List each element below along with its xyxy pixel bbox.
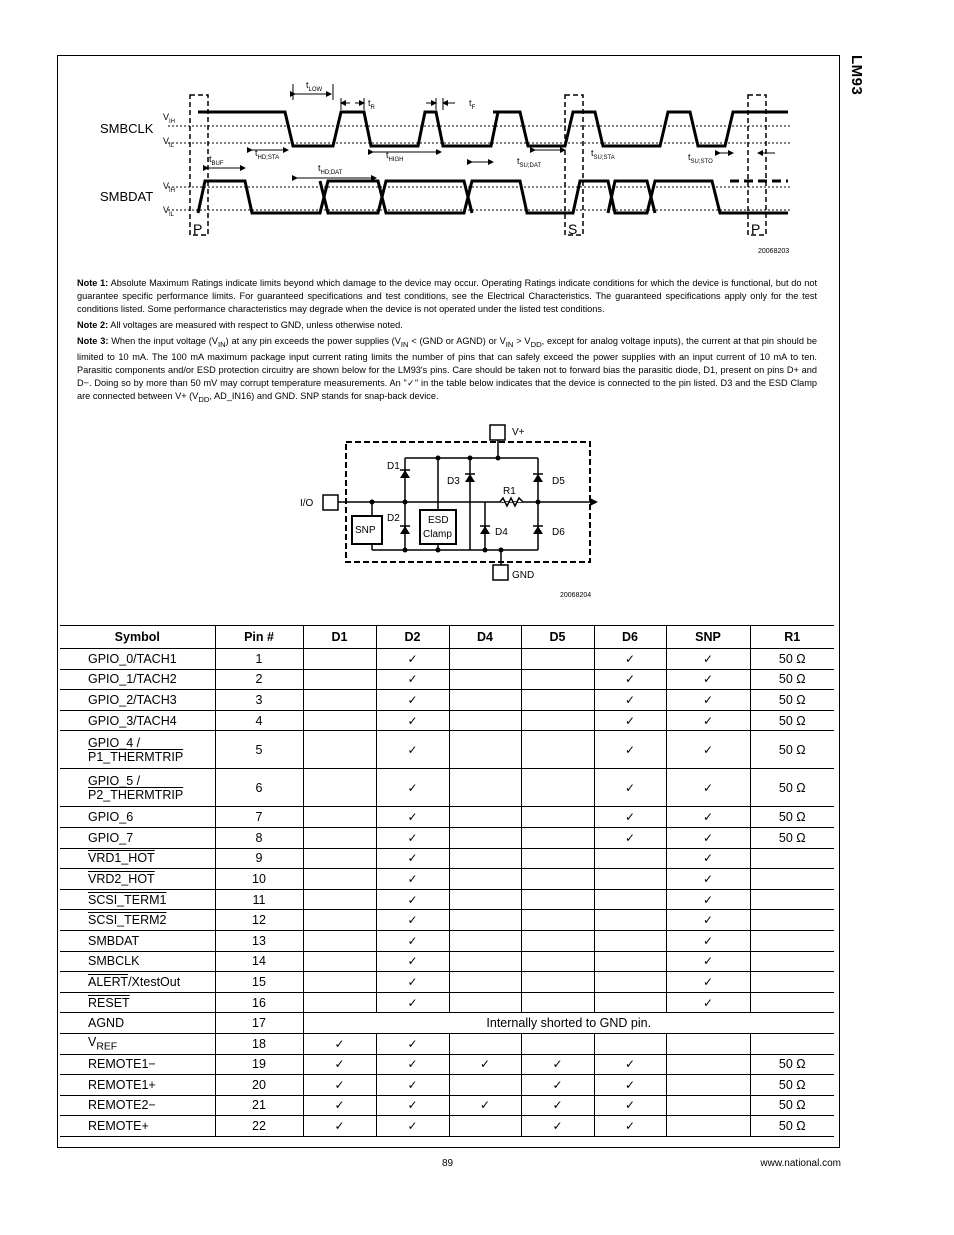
svg-text:VIH: $V_{IH}$	[163, 181, 176, 194]
svg-text:GND: GND	[512, 570, 535, 581]
symbol-cell: SMBDAT	[60, 930, 215, 951]
d1-cell	[303, 972, 376, 993]
d1-cell	[303, 889, 376, 910]
symbol-cell: VRD2_HOT	[60, 869, 215, 890]
symbol-cell: REMOTE2−	[60, 1095, 215, 1116]
pin-cell: 1	[215, 649, 303, 670]
r1-cell	[750, 992, 834, 1013]
svg-text:Clamp: Clamp	[423, 529, 452, 540]
table-row	[60, 869, 834, 890]
smbclk-waveform	[198, 112, 788, 146]
snp-cell: ✓	[666, 769, 750, 807]
column-header: SNP	[666, 626, 750, 649]
pin-cell: 14	[215, 951, 303, 972]
note-3: Note 3: When the input voltage $(V_{IN})$ at any pin exceeds the power supplies ($V_{IN} < (GND$ or AGND) or $V_{IN} > V_{DD}$, except for analog voltage inputs), the current at that pin should be limited to 10 mA. The 100 mA maximum package input current rating limits the number of pins that can safely exceed the power supplies with an input current of 10 mA to ten. Parasitic components and/or ESD protection circuitry are shown below for the LM93's pins. Care should be taken not to forward bias the parasitic diode, D1, present on pins D+ and D−. Doing so by more than 50 mV may corrupt temperature measurements. An "✓" in the table below indicates that the device is connected to the pin listed. D3 and the ESD Clamp are connected between $V+ (V_{DD}$, AD_IN16) and GND. SNP stands for snap-back device.	[77, 336, 817, 404]
pin-cell: 7	[215, 807, 303, 828]
footer-url: www.national.com	[760, 1158, 841, 1169]
r1-cell	[750, 889, 834, 910]
pin-cell: 2	[215, 669, 303, 690]
symbol-cell: REMOTE1+	[60, 1075, 215, 1096]
d1-cell: ✓	[303, 1116, 376, 1137]
symbol-cell: REMOTE1−	[60, 1054, 215, 1075]
note-cell: Internally shorted to GND pin.	[303, 1013, 834, 1034]
d5-cell	[521, 807, 594, 828]
d2-cell: ✓	[376, 1033, 449, 1054]
d5-cell	[521, 827, 594, 848]
d1-cell	[303, 690, 376, 711]
pin-cell: 4	[215, 710, 303, 731]
pin-cell: 11	[215, 889, 303, 910]
pin-cell: 6	[215, 769, 303, 807]
d4-cell	[449, 1075, 521, 1096]
symbol-cell: GPIO_5 / P2_THERMTRIP	[60, 769, 215, 807]
snp-cell	[666, 1095, 750, 1116]
svg-text:D2: D2	[387, 513, 400, 524]
d1-cell: ✓	[303, 1075, 376, 1096]
d2-cell: ✓	[376, 972, 449, 993]
svg-text:ESD: ESD	[428, 515, 449, 526]
d4-cell	[449, 690, 521, 711]
snp-cell: ✓	[666, 930, 750, 951]
d4-cell	[449, 710, 521, 731]
snp-cell: ✓	[666, 848, 750, 869]
d5-cell	[521, 1033, 594, 1054]
svg-text:tR: $t_R$	[368, 98, 375, 111]
d4-cell	[449, 889, 521, 910]
d5-cell	[521, 731, 594, 769]
symbol-cell: GPIO_0/TACH1	[60, 649, 215, 670]
snp-cell: ✓	[666, 669, 750, 690]
d6-cell	[594, 992, 666, 1013]
d1-cell	[303, 951, 376, 972]
r1-cell: 50 Ω	[750, 1075, 834, 1096]
r1-cell: 50 Ω	[750, 731, 834, 769]
pin-cell: 16	[215, 992, 303, 1013]
side-title: LM93	[848, 55, 865, 96]
column-header: Symbol	[60, 626, 215, 649]
d4-cell	[449, 807, 521, 828]
d4-cell: ✓	[449, 1054, 521, 1075]
d5-cell: ✓	[521, 1075, 594, 1096]
r1-cell: 50 Ω	[750, 710, 834, 731]
d2-cell: ✓	[376, 848, 449, 869]
snp-cell: ✓	[666, 972, 750, 993]
d6-cell: ✓	[594, 827, 666, 848]
snp-cell: ✓	[666, 710, 750, 731]
symbol-cell: VRD1_HOT	[60, 848, 215, 869]
smbdat-waveform	[198, 181, 788, 213]
pin-cell: 21	[215, 1095, 303, 1116]
d1-cell	[303, 807, 376, 828]
symbol-cell: ALERT/XtestOut	[60, 972, 215, 993]
snp-cell: ✓	[666, 992, 750, 1013]
d6-cell	[594, 930, 666, 951]
d6-cell: ✓	[594, 1095, 666, 1116]
d1-cell	[303, 910, 376, 931]
svg-text:P: P	[193, 221, 203, 237]
svg-text:tSU;STO: $t_{SU;STO}$	[688, 152, 713, 165]
snp-cell: ✓	[666, 827, 750, 848]
column-header: R1	[750, 626, 834, 649]
d1-cell: ✓	[303, 1054, 376, 1075]
figure-id-circuit: 20068204	[560, 592, 592, 599]
snp-cell: ✓	[666, 690, 750, 711]
pin-cell: 9	[215, 848, 303, 869]
pin-cell: 18	[215, 1033, 303, 1054]
snp-cell: ✓	[666, 807, 750, 828]
pin-cell: 5	[215, 731, 303, 769]
d1-cell	[303, 710, 376, 731]
r1-cell: 50 Ω	[750, 669, 834, 690]
table-row	[60, 1033, 834, 1054]
symbol-cell: GPIO_2/TACH3	[60, 690, 215, 711]
d6-cell	[594, 869, 666, 890]
d1-cell	[303, 930, 376, 951]
table-header-row	[60, 626, 834, 649]
d2-cell: ✓	[376, 992, 449, 1013]
d4-cell	[449, 972, 521, 993]
r1-cell: 50 Ω	[750, 690, 834, 711]
pin-cell: 20	[215, 1075, 303, 1096]
svg-text:tSU;STA: $t_{SU;STA}$	[591, 148, 615, 161]
r1-cell: 50 Ω	[750, 769, 834, 807]
d2-cell: ✓	[376, 889, 449, 910]
d6-cell	[594, 1033, 666, 1054]
svg-text:VIL: $V_{IL}$	[163, 205, 175, 218]
d5-cell	[521, 710, 594, 731]
column-header: D2	[376, 626, 449, 649]
pin-cell: 17	[215, 1013, 303, 1034]
smbdat-label: SMBDAT	[100, 189, 154, 204]
d4-cell	[449, 1116, 521, 1137]
table-row	[60, 731, 834, 769]
table-row	[60, 1075, 834, 1096]
svg-text:D5: D5	[552, 476, 565, 487]
snp-cell	[666, 1033, 750, 1054]
d5-cell	[521, 669, 594, 690]
svg-text:tHD;STA: $t_{HD;STA}$	[255, 148, 280, 161]
figure-id-timing: 20068203	[758, 248, 790, 255]
symbol-cell: RESET	[60, 992, 215, 1013]
d1-cell	[303, 731, 376, 769]
d2-cell: ✓	[376, 807, 449, 828]
d4-cell	[449, 649, 521, 670]
snp-cell	[666, 1054, 750, 1075]
svg-text:I/O: I/O	[300, 498, 314, 509]
symbol-cell: GPIO_6	[60, 807, 215, 828]
d1-cell	[303, 669, 376, 690]
r1-cell: 50 Ω	[750, 1054, 834, 1075]
pin-cell: 12	[215, 910, 303, 931]
d2-cell: ✓	[376, 910, 449, 931]
d2-cell: ✓	[376, 710, 449, 731]
table-row	[60, 951, 834, 972]
d2-cell: ✓	[376, 669, 449, 690]
table-row	[60, 827, 834, 848]
table-row	[60, 972, 834, 993]
column-header: D5	[521, 626, 594, 649]
d4-cell	[449, 848, 521, 869]
table-row	[60, 649, 834, 670]
snp-cell: ✓	[666, 889, 750, 910]
d4-cell	[449, 769, 521, 807]
pin-cell: 15	[215, 972, 303, 993]
symbol-cell: AGND	[60, 1013, 215, 1034]
table-row	[60, 669, 834, 690]
d4-cell	[449, 731, 521, 769]
d6-cell: ✓	[594, 649, 666, 670]
pin-cell: 13	[215, 930, 303, 951]
d5-cell	[521, 769, 594, 807]
r1-cell: 50 Ω	[750, 1116, 834, 1137]
d5-cell	[521, 972, 594, 993]
d6-cell: ✓	[594, 1075, 666, 1096]
pin-cell: 22	[215, 1116, 303, 1137]
table-row	[60, 1054, 834, 1075]
d2-cell: ✓	[376, 1075, 449, 1096]
table-row	[60, 807, 834, 828]
symbol-cell: REMOTE+	[60, 1116, 215, 1137]
d6-cell	[594, 951, 666, 972]
d4-cell	[449, 930, 521, 951]
svg-text:S: S	[568, 221, 578, 237]
d5-cell	[521, 848, 594, 869]
r1-cell	[750, 930, 834, 951]
d5-cell	[521, 649, 594, 670]
snp-cell: ✓	[666, 951, 750, 972]
d2-cell: ✓	[376, 1054, 449, 1075]
symbol-cell: GPIO_7	[60, 827, 215, 848]
d1-cell: ✓	[303, 1033, 376, 1054]
d1-cell	[303, 649, 376, 670]
note-1: Note 1: Absolute Maximum Ratings indicate limits beyond which damage to the device may occur. Operating Ratings indicate conditions for which the device is functional, but do not guarantee specific performance limits. For guaranteed specifications and test conditions, see the Electrical Characteristics. The guaranteed specifications apply only for the test conditions listed. Some performance characteristics may degrade when the device is not operated under the listed test conditions.	[77, 278, 818, 314]
snp-cell: ✓	[666, 869, 750, 890]
pin-cell: 19	[215, 1054, 303, 1075]
d2-cell: ✓	[376, 1116, 449, 1137]
d5-cell	[521, 992, 594, 1013]
snp-cell: ✓	[666, 731, 750, 769]
d4-cell	[449, 992, 521, 1013]
d2-cell: ✓	[376, 690, 449, 711]
svg-text:SNP: SNP	[355, 525, 376, 536]
d6-cell: ✓	[594, 1054, 666, 1075]
d5-cell	[521, 930, 594, 951]
symbol-cell: GPIO_1/TACH2	[60, 669, 215, 690]
svg-text:tHD;DAT: $t_{HD;DAT}$	[318, 163, 343, 176]
d5-cell	[521, 889, 594, 910]
table-row	[60, 992, 834, 1013]
d6-cell: ✓	[594, 731, 666, 769]
svg-text:D6: D6	[552, 527, 565, 538]
d1-cell	[303, 869, 376, 890]
d6-cell	[594, 972, 666, 993]
page-number: 89	[442, 1158, 454, 1169]
svg-text:tLOW: $t_{LOW}$	[306, 80, 323, 93]
d1-cell	[303, 769, 376, 807]
svg-text:R1: R1	[503, 486, 516, 497]
timing-diagram	[0, 0, 954, 260]
d6-cell: ✓	[594, 690, 666, 711]
symbol-cell: GPIO_3/TACH4	[60, 710, 215, 731]
pin-cell: 3	[215, 690, 303, 711]
d6-cell	[594, 910, 666, 931]
note-2: Note 2: All voltages are measured with respect to GND, unless otherwise noted.	[77, 320, 403, 330]
d4-cell: ✓	[449, 1095, 521, 1116]
snp-cell	[666, 1075, 750, 1096]
svg-text:VIH: $V_{IH}$	[163, 112, 176, 125]
d5-cell	[521, 690, 594, 711]
d5-cell	[521, 910, 594, 931]
snp-cell	[666, 1116, 750, 1137]
r1-cell: 50 Ω	[750, 807, 834, 828]
table-row	[60, 690, 834, 711]
symbol-cell: SCSI_TERM1	[60, 889, 215, 910]
d5-cell: ✓	[521, 1116, 594, 1137]
d5-cell: ✓	[521, 1095, 594, 1116]
d1-cell: ✓	[303, 1095, 376, 1116]
column-header: Pin #	[215, 626, 303, 649]
d2-cell: ✓	[376, 649, 449, 670]
table-row	[60, 889, 834, 910]
d5-cell	[521, 951, 594, 972]
d2-cell: ✓	[376, 827, 449, 848]
r1-cell: 50 Ω	[750, 1095, 834, 1116]
esd-circuit-diagram	[290, 420, 620, 605]
d2-cell: ✓	[376, 930, 449, 951]
d4-cell	[449, 1033, 521, 1054]
d4-cell	[449, 951, 521, 972]
d4-cell	[449, 869, 521, 890]
d2-cell: ✓	[376, 1095, 449, 1116]
pin-cell: 10	[215, 869, 303, 890]
svg-text:tSU;DAT: $t_{SU;DAT}$	[517, 156, 542, 169]
d1-cell	[303, 848, 376, 869]
column-header: D1	[303, 626, 376, 649]
r1-cell	[750, 869, 834, 890]
r1-cell	[750, 848, 834, 869]
snp-cell: ✓	[666, 649, 750, 670]
svg-text:tBUF: $t_{BUF}$	[209, 154, 224, 167]
svg-text:tF: $t_F$	[469, 98, 476, 111]
r1-cell	[750, 1033, 834, 1054]
d6-cell	[594, 848, 666, 869]
column-header: D6	[594, 626, 666, 649]
d2-cell: ✓	[376, 869, 449, 890]
table-row	[60, 1095, 834, 1116]
pin-cell: 8	[215, 827, 303, 848]
r1-cell: 50 Ω	[750, 827, 834, 848]
table-row	[60, 1116, 834, 1137]
d5-cell: ✓	[521, 1054, 594, 1075]
d2-cell: ✓	[376, 951, 449, 972]
table-row	[60, 848, 834, 869]
d1-cell	[303, 827, 376, 848]
d5-cell	[521, 869, 594, 890]
esd-pin-table	[60, 625, 834, 1137]
table-row	[60, 769, 834, 807]
d6-cell: ✓	[594, 710, 666, 731]
symbol-cell: $V_{REF}$	[60, 1033, 215, 1054]
table-row	[60, 710, 834, 731]
svg-text:tHIGH: $t_{HIGH}$	[386, 150, 404, 163]
table-row	[60, 1013, 834, 1034]
svg-text:V+: V+	[512, 427, 525, 438]
d6-cell: ✓	[594, 1116, 666, 1137]
d6-cell: ✓	[594, 669, 666, 690]
d4-cell	[449, 827, 521, 848]
smbclk-label: SMBCLK	[100, 121, 154, 136]
r1-cell: 50 Ω	[750, 649, 834, 670]
symbol-cell: GPIO_4 / P1_THERMTRIP	[60, 731, 215, 769]
svg-text:VIL: $V_{IL}$	[163, 136, 175, 149]
d1-cell	[303, 992, 376, 1013]
table-row	[60, 910, 834, 931]
svg-text:P: P	[751, 221, 761, 237]
d2-cell: ✓	[376, 731, 449, 769]
snp-cell: ✓	[666, 910, 750, 931]
table-row	[60, 930, 834, 951]
column-header: D4	[449, 626, 521, 649]
d2-cell: ✓	[376, 769, 449, 807]
d4-cell	[449, 669, 521, 690]
d4-cell	[449, 910, 521, 931]
svg-text:D1: D1	[387, 461, 400, 472]
notes-section	[77, 277, 817, 409]
svg-text:D3: D3	[447, 476, 460, 487]
d6-cell: ✓	[594, 769, 666, 807]
r1-cell	[750, 910, 834, 931]
svg-text:D4: D4	[495, 527, 508, 538]
d6-cell	[594, 889, 666, 910]
symbol-cell: SCSI_TERM2	[60, 910, 215, 931]
r1-cell	[750, 951, 834, 972]
r1-cell	[750, 972, 834, 993]
d6-cell: ✓	[594, 807, 666, 828]
symbol-cell: SMBCLK	[60, 951, 215, 972]
